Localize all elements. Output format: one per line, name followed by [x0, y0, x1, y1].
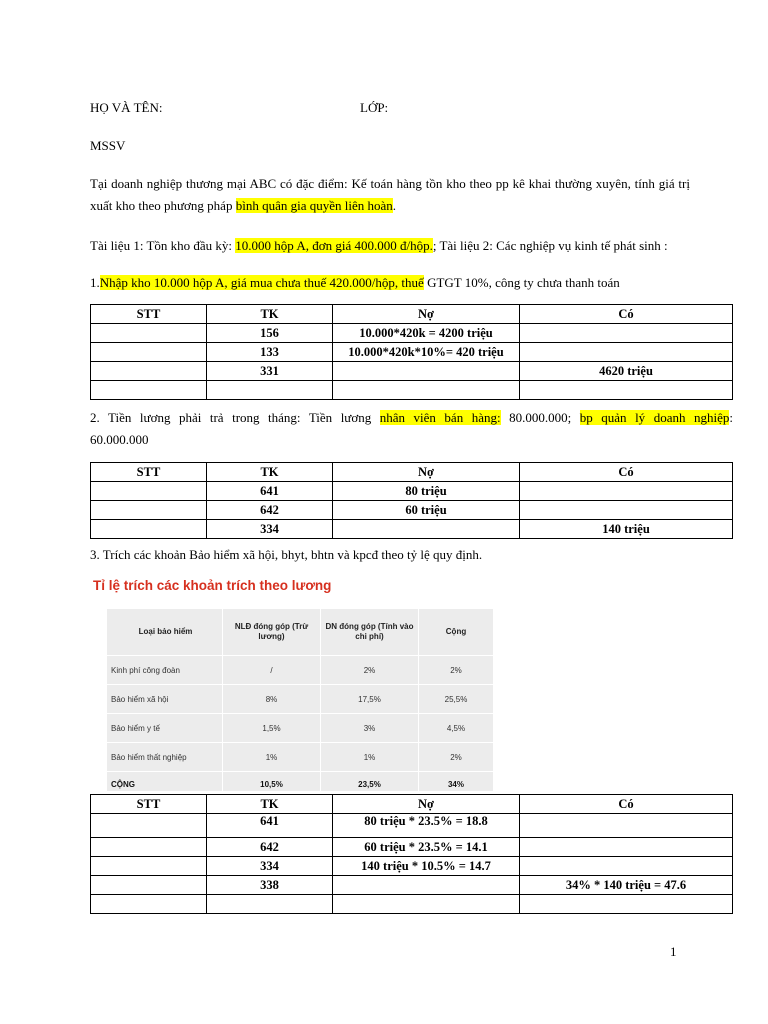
cell-tk: 331 — [207, 362, 333, 381]
insurance-header: NLĐ đóng góp (Trừ lương) — [223, 609, 321, 656]
insurance-header: DN đóng góp (Tính vào chi phí) — [321, 609, 419, 656]
cell-no — [333, 895, 520, 914]
cell-no — [333, 876, 520, 895]
table-row — [91, 895, 733, 914]
insurance-cell: 2% — [419, 743, 494, 772]
q2-text: 2. Tiền lương phải trả trong tháng: Tiền lương — [90, 410, 380, 425]
insurance-header: Loại bảo hiểm — [107, 609, 223, 656]
cell-stt — [91, 838, 207, 857]
cell-co — [520, 501, 733, 520]
cell-tk: 641 — [207, 482, 333, 501]
cell-stt — [91, 857, 207, 876]
header-co: Có — [520, 795, 733, 814]
cell-co — [520, 838, 733, 857]
journal-table-3 — [90, 794, 733, 914]
documents-text: Tài liệu 1: Tồn kho đầu kỳ: — [90, 238, 236, 253]
cell-tk: 642 — [207, 501, 333, 520]
insurance-total-cell: 23,5% — [321, 772, 419, 797]
highlight-purchase: Nhập kho 10.000 hộp A, giá mua chưa thuế 420.000/hộp, thuế — [99, 275, 424, 290]
name-label: HỌ VÀ TÊN: — [90, 100, 163, 115]
insurance-cell: 1,5% — [223, 714, 321, 743]
cell-co — [520, 857, 733, 876]
insurance-cell: 2% — [419, 656, 494, 685]
cell-stt — [91, 876, 207, 895]
journal-table-2 — [90, 462, 733, 539]
table-row — [91, 482, 733, 501]
header-co: Có — [520, 463, 733, 482]
table-row — [91, 381, 733, 400]
page-number: 1 — [670, 944, 677, 959]
insurance-cell: Bảo hiểm thất nghiệp — [107, 743, 223, 772]
cell-co — [520, 343, 733, 362]
q1-number: 1. — [90, 275, 100, 290]
highlight-opening-stock: 10.000 hộp A, đơn giá 400.000 đ/hộp. — [235, 238, 433, 253]
q2-text-2: 80.000.000; — [500, 410, 580, 425]
cell-no: 60 triệu * 23.5% = 14.1 — [333, 838, 520, 857]
insurance-total-cell: CỘNG — [107, 772, 223, 797]
cell-stt — [91, 362, 207, 381]
cell-no: 80 triệu — [333, 482, 520, 501]
insurance-row — [107, 714, 494, 743]
insurance-cell: 25,5% — [419, 685, 494, 714]
insurance-cell: Kinh phí công đoàn — [107, 656, 223, 685]
cell-co — [520, 324, 733, 343]
table-row — [91, 343, 733, 362]
cell-stt — [91, 343, 207, 362]
intro-paragraph — [90, 173, 690, 217]
insurance-title: Tỉ lệ trích các khoản trích theo lương — [93, 578, 332, 593]
header-stt: STT — [91, 795, 207, 814]
cell-stt — [91, 895, 207, 914]
cell-tk: 133 — [207, 343, 333, 362]
table-row — [91, 324, 733, 343]
question-2 — [90, 407, 733, 451]
cell-tk: 338 — [207, 876, 333, 895]
insurance-cell: 2% — [321, 656, 419, 685]
q2-line-1 — [90, 407, 733, 429]
insurance-cell: 17,5% — [321, 685, 419, 714]
insurance-row — [107, 656, 494, 685]
table-row — [91, 520, 733, 539]
cell-tk: 642 — [207, 838, 333, 857]
cell-co — [520, 482, 733, 501]
table-row — [91, 501, 733, 520]
q2-line-2: 60.000.000 — [90, 432, 149, 447]
question-3: 3. Trích các khoản Bảo hiểm xã hội, bhyt, bhtn và kpcđ theo tỷ lệ quy định. — [90, 547, 483, 562]
table-row — [91, 838, 733, 857]
insurance-row — [107, 743, 494, 772]
insurance-cell: 4,5% — [419, 714, 494, 743]
insurance-cell: Bảo hiểm y tế — [107, 714, 223, 743]
header-tk: TK — [207, 463, 333, 482]
insurance-panel — [106, 608, 494, 791]
insurance-header-row — [107, 609, 494, 656]
header-stt: STT — [91, 463, 207, 482]
table-header-row — [91, 795, 733, 814]
header-co: Có — [520, 305, 733, 324]
cell-co — [520, 895, 733, 914]
cell-no: 80 triệu * 23.5% = 18.8 — [333, 814, 520, 838]
intro-line-1: Tại doanh nghiệp thương mại ABC có đặc điểm: Kế toán hàng tồn kho theo pp kê khai thường xuyên, tính giá trị — [90, 176, 690, 191]
cell-stt — [91, 520, 207, 539]
insurance-total-cell: 34% — [419, 772, 494, 797]
insurance-total-row — [107, 772, 494, 797]
highlight-method: bình quân gia quyền liên hoàn — [235, 198, 393, 213]
insurance-row — [107, 685, 494, 714]
q2-colon: : — [729, 410, 733, 425]
header-no: Nợ — [333, 795, 520, 814]
cell-no — [333, 381, 520, 400]
cell-no: 60 triệu — [333, 501, 520, 520]
cell-no — [333, 362, 520, 381]
insurance-table — [106, 608, 494, 797]
cell-stt — [91, 381, 207, 400]
cell-tk: 156 — [207, 324, 333, 343]
table-row — [91, 814, 733, 838]
cell-co: 4620 triệu — [520, 362, 733, 381]
insurance-cell: 3% — [321, 714, 419, 743]
insurance-rate-figure — [90, 574, 506, 794]
cell-no: 140 triệu * 10.5% = 14.7 — [333, 857, 520, 876]
documents-line — [90, 238, 668, 254]
cell-co — [520, 814, 733, 838]
cell-tk: 334 — [207, 857, 333, 876]
insurance-cell: / — [223, 656, 321, 685]
cell-co: 140 triệu — [520, 520, 733, 539]
header-no: Nợ — [333, 305, 520, 324]
insurance-cell: 1% — [321, 743, 419, 772]
cell-no: 10.000*420k = 4200 triệu — [333, 324, 520, 343]
insurance-total-cell: 10,5% — [223, 772, 321, 797]
header-no: Nợ — [333, 463, 520, 482]
cell-no — [333, 520, 520, 539]
q1-text: GTGT 10%, công ty chưa thanh toán — [423, 275, 620, 290]
table-row — [91, 362, 733, 381]
cell-stt — [91, 324, 207, 343]
cell-co — [520, 381, 733, 400]
insurance-cell: 1% — [223, 743, 321, 772]
cell-tk — [207, 895, 333, 914]
highlight-sales-staff: nhân viên bán hàng: — [379, 410, 501, 425]
question-1 — [90, 275, 620, 291]
table-header-row — [91, 463, 733, 482]
highlight-management: bp quản lý doanh nghiệp — [579, 410, 730, 425]
journal-table-1 — [90, 304, 733, 400]
cell-stt — [91, 814, 207, 838]
student-id-label: MSSV — [90, 138, 126, 153]
cell-stt — [91, 482, 207, 501]
insurance-cell: Bảo hiểm xã hội — [107, 685, 223, 714]
intro-line-2 — [90, 195, 690, 217]
documents-text-2: ; Tài liệu 2: Các nghiệp vụ kinh tế phát sinh : — [432, 238, 668, 253]
intro-text: xuất kho theo phương pháp — [90, 198, 236, 213]
table-row — [91, 876, 733, 895]
cell-tk: 641 — [207, 814, 333, 838]
cell-tk — [207, 381, 333, 400]
intro-period: . — [392, 198, 397, 213]
cell-stt — [91, 501, 207, 520]
table-row — [91, 857, 733, 876]
cell-co: 34% * 140 triệu = 47.6 — [520, 876, 733, 895]
cell-tk: 334 — [207, 520, 333, 539]
header-stt: STT — [91, 305, 207, 324]
header-tk: TK — [207, 305, 333, 324]
insurance-cell: 8% — [223, 685, 321, 714]
insurance-header: Cộng — [419, 609, 494, 656]
table-header-row — [91, 305, 733, 324]
class-label: LỚP: — [360, 100, 389, 115]
cell-no: 10.000*420k*10%= 420 triệu — [333, 343, 520, 362]
header-tk: TK — [207, 795, 333, 814]
